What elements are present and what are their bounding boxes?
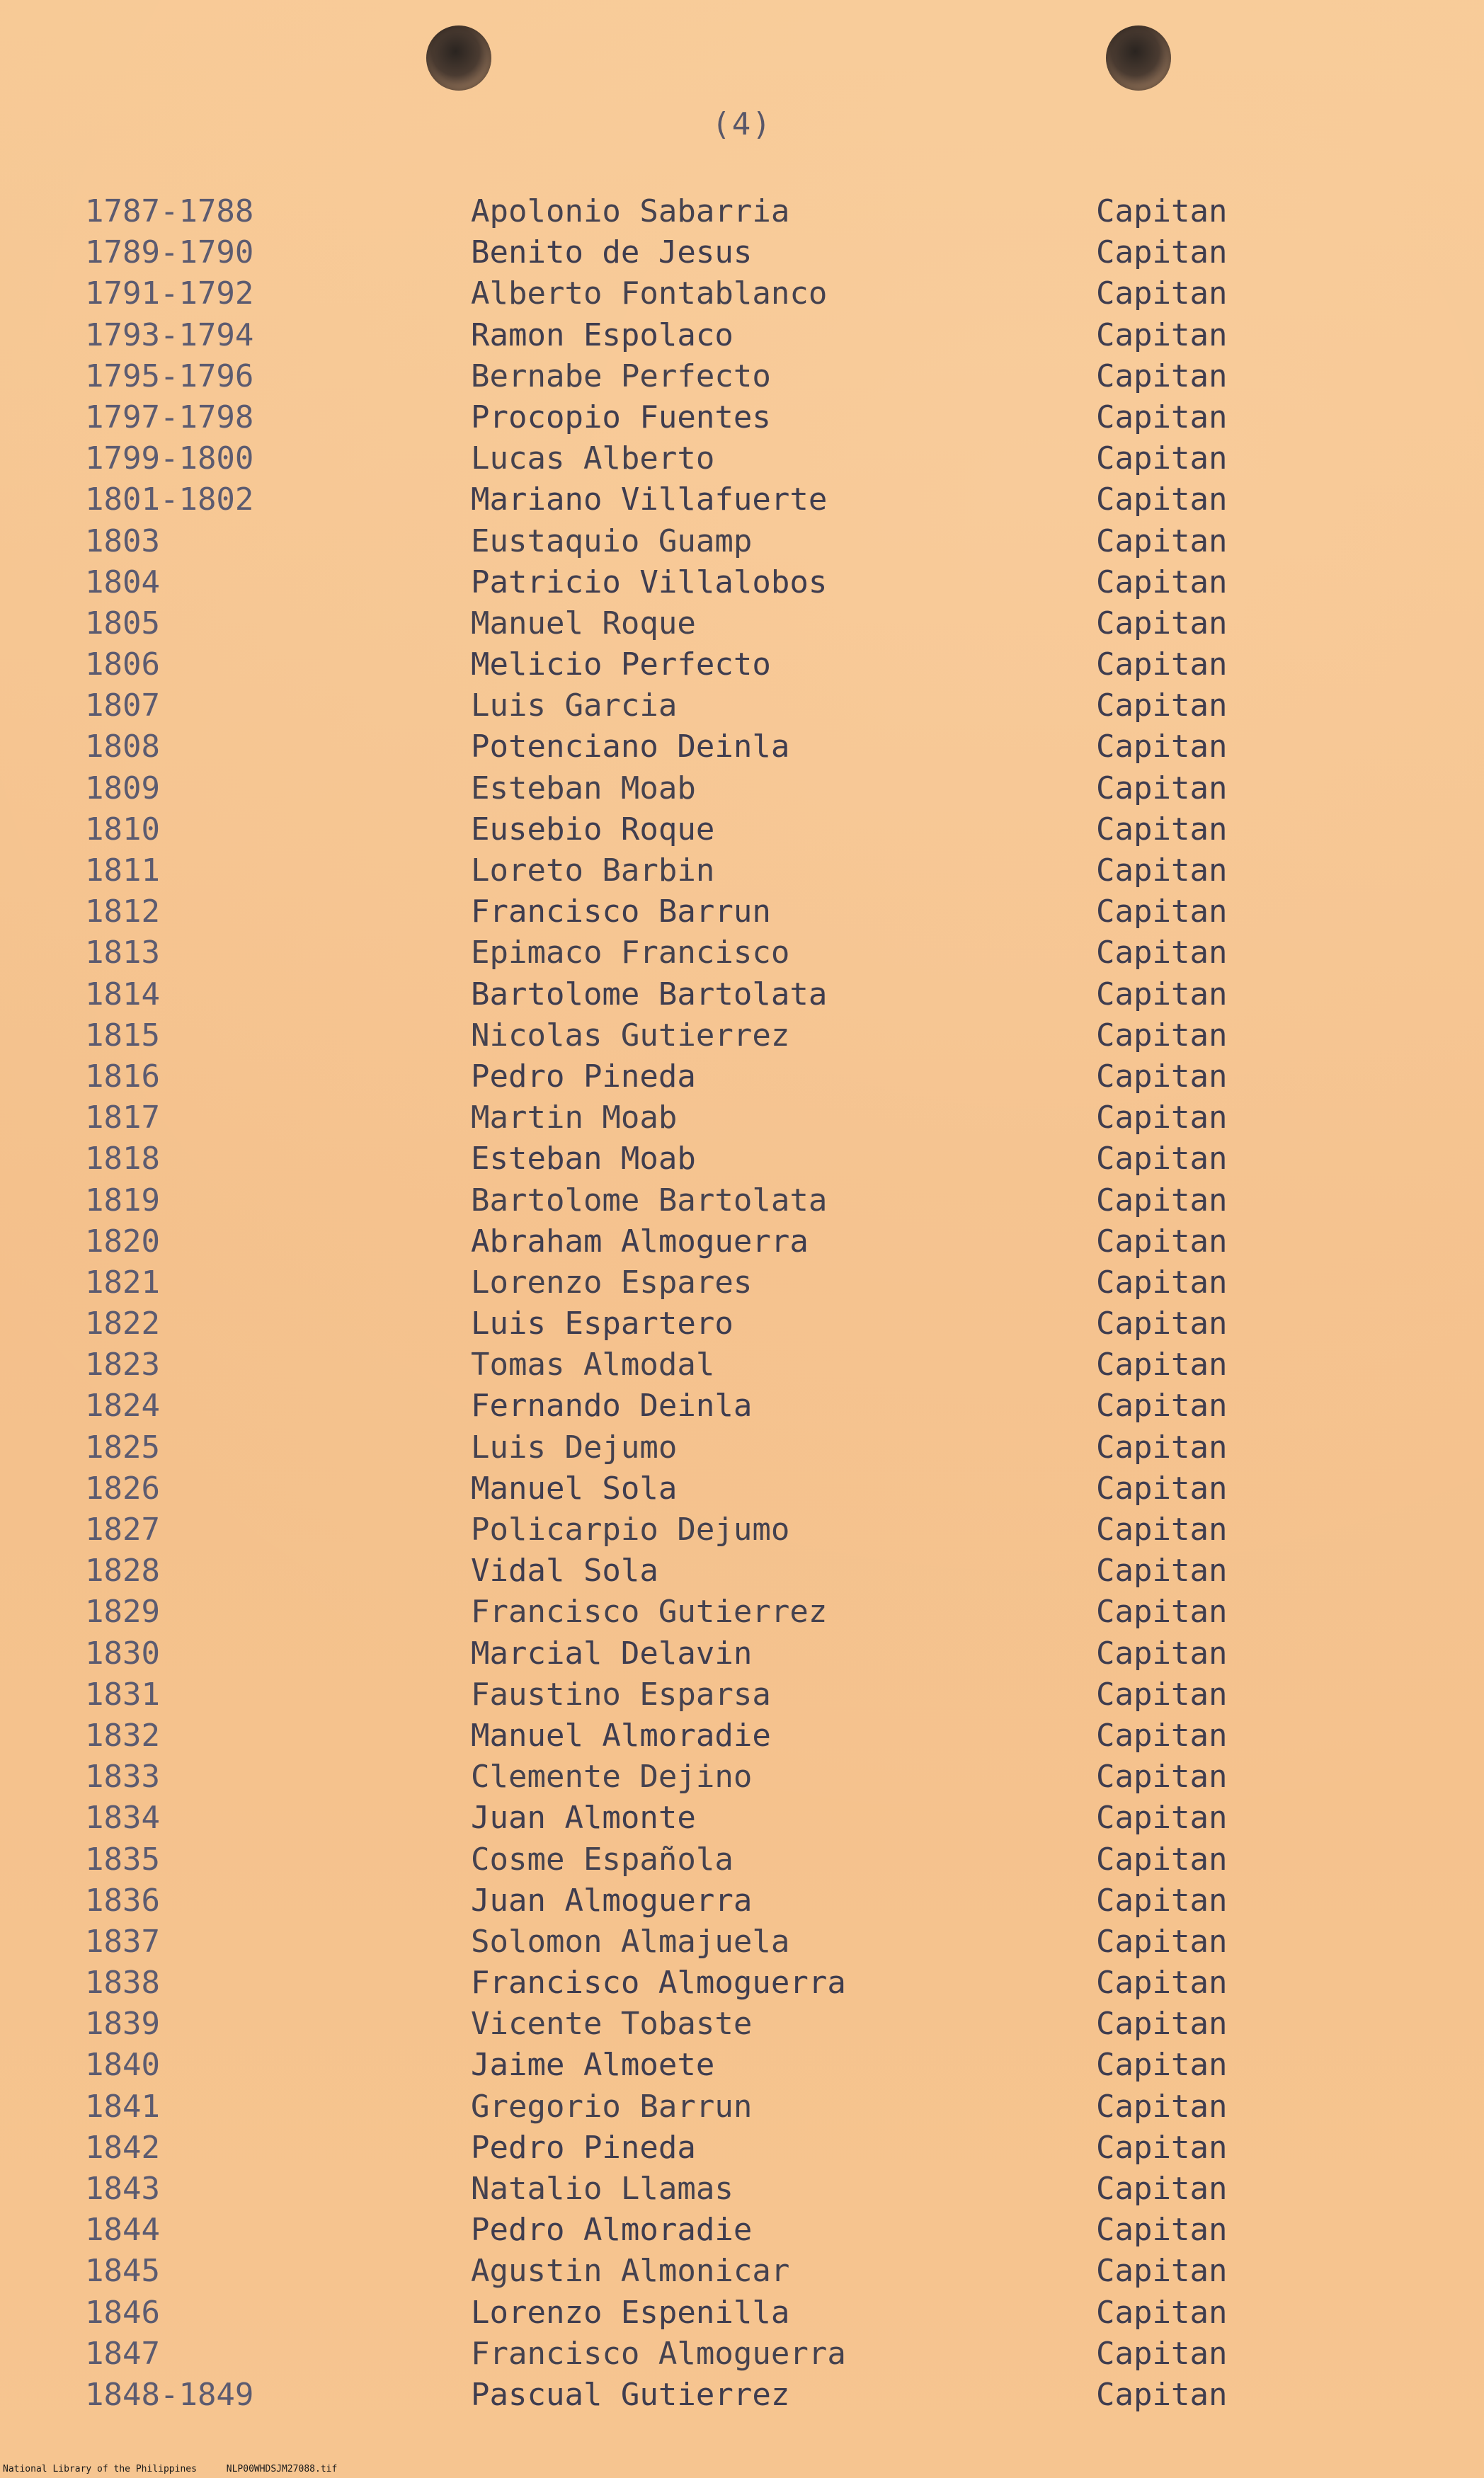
term-years: 1805 [85, 605, 160, 641]
term-years: 1810 [85, 811, 160, 847]
official-title: Capitan [1096, 193, 1228, 229]
list-item [0, 932, 1484, 974]
official-name: Agustin Almonicar [471, 2253, 790, 2290]
official-title: Capitan [1096, 1058, 1228, 1095]
official-title: Capitan [1096, 1800, 1228, 1837]
official-title: Capitan [1096, 2047, 1228, 2084]
official-title: Capitan [1096, 1223, 1228, 1260]
list-item [0, 1715, 1484, 1757]
official-name: Jaime Almoete [471, 2047, 715, 2084]
term-years: 1841 [85, 2088, 160, 2125]
official-title: Capitan [1096, 893, 1228, 930]
term-years: 1843 [85, 2171, 160, 2207]
term-years: 1813 [85, 935, 160, 971]
official-name: Eusebio Roque [471, 811, 715, 847]
term-years: 1817 [85, 1100, 160, 1136]
official-name: Luis Dejumo [471, 1429, 678, 1466]
list-item [0, 521, 1484, 562]
list-item [0, 1056, 1484, 1097]
list-item [0, 850, 1484, 891]
term-years: 1830 [85, 1635, 160, 1672]
term-years: 1833 [85, 1759, 160, 1795]
term-years: 1823 [85, 1347, 160, 1383]
term-years: 1822 [85, 1306, 160, 1342]
list-item [0, 1303, 1484, 1344]
official-name: Pascual Gutierrez [471, 2376, 790, 2413]
official-name: Francisco Almoguerra [471, 1965, 846, 2002]
official-title: Capitan [1096, 976, 1228, 1012]
official-name: Mariano Villafuerte [471, 481, 828, 518]
list-item [0, 1633, 1484, 1674]
list-item [0, 1839, 1484, 1880]
list-item [0, 1551, 1484, 1592]
official-title: Capitan [1096, 852, 1228, 889]
list-item [0, 1097, 1484, 1138]
official-name: Vidal Sola [471, 1553, 658, 1589]
term-years: 1804 [85, 564, 160, 600]
official-name: Apolonio Sabarria [471, 193, 790, 229]
official-name: Vicente Tobaste [471, 2006, 753, 2043]
list-item [0, 1344, 1484, 1386]
list-item [0, 397, 1484, 438]
term-years: 1808 [85, 729, 160, 765]
official-title: Capitan [1096, 1017, 1228, 1054]
official-title: Capitan [1096, 2006, 1228, 2043]
official-name: Tomas Almodal [471, 1347, 715, 1383]
term-years: 1811 [85, 852, 160, 889]
term-years: 1806 [85, 646, 160, 683]
list-item [0, 1138, 1484, 1180]
official-title: Capitan [1096, 399, 1228, 435]
official-name: Solomon Almajuela [471, 1923, 790, 1960]
term-years: 1809 [85, 770, 160, 806]
term-years: 1801-1802 [85, 481, 254, 518]
official-name: Cosme Española [471, 1841, 734, 1878]
term-years: 1840 [85, 2047, 160, 2084]
list-item [0, 603, 1484, 644]
official-title: Capitan [1096, 440, 1228, 477]
official-name: Benito de Jesus [471, 234, 753, 271]
official-name: Esteban Moab [471, 770, 696, 806]
official-name: Manuel Almoradie [471, 1717, 771, 1754]
list-item [0, 2169, 1484, 2210]
term-years: 1847 [85, 2335, 160, 2372]
list-item [0, 2086, 1484, 2128]
official-title: Capitan [1096, 1347, 1228, 1383]
official-name: Bernabe Perfecto [471, 358, 771, 394]
official-title: Capitan [1096, 1676, 1228, 1713]
list-item [0, 768, 1484, 809]
page-number: (4) [712, 106, 772, 142]
list-item [0, 479, 1484, 520]
list-item [0, 2004, 1484, 2045]
term-years: 1826 [85, 1470, 160, 1507]
term-years: 1842 [85, 2129, 160, 2166]
official-title: Capitan [1096, 1882, 1228, 1919]
official-title: Capitan [1096, 811, 1228, 847]
list-item [0, 2375, 1484, 2416]
list-item [0, 232, 1484, 273]
official-name: Faustino Esparsa [471, 1676, 771, 1713]
list-item [0, 685, 1484, 726]
punch-hole-right [1106, 25, 1171, 91]
official-title: Capitan [1096, 646, 1228, 683]
term-years: 1819 [85, 1182, 160, 1218]
official-title: Capitan [1096, 316, 1228, 353]
official-title: Capitan [1096, 1512, 1228, 1548]
official-title: Capitan [1096, 935, 1228, 971]
official-title: Capitan [1096, 1759, 1228, 1795]
official-title: Capitan [1096, 605, 1228, 641]
official-title: Capitan [1096, 1923, 1228, 1960]
term-years: 1832 [85, 1717, 160, 1754]
official-title: Capitan [1096, 687, 1228, 724]
official-title: Capitan [1096, 1306, 1228, 1342]
term-years: 1845 [85, 2253, 160, 2290]
list-item [0, 315, 1484, 356]
list-item [0, 1427, 1484, 1468]
list-item [0, 1757, 1484, 1798]
list-item [0, 726, 1484, 767]
official-title: Capitan [1096, 2335, 1228, 2372]
official-name: Natalio Llamas [471, 2171, 734, 2207]
term-years: 1791-1792 [85, 275, 254, 312]
term-years: 1827 [85, 1512, 160, 1548]
official-name: Lucas Alberto [471, 440, 715, 477]
official-title: Capitan [1096, 1388, 1228, 1424]
official-name: Gregorio Barrun [471, 2088, 753, 2125]
term-years: 1837 [85, 1923, 160, 1960]
official-title: Capitan [1096, 2171, 1228, 2207]
list-item [0, 809, 1484, 850]
official-name: Ramon Espolaco [471, 316, 734, 353]
official-name: Pedro Pineda [471, 2129, 696, 2166]
official-name: Alberto Fontablanco [471, 275, 828, 312]
list-item [0, 356, 1484, 397]
official-title: Capitan [1096, 2129, 1228, 2166]
official-name: Procopio Fuentes [471, 399, 771, 435]
term-years: 1848-1849 [85, 2376, 254, 2413]
term-years: 1835 [85, 1841, 160, 1878]
official-name: Manuel Roque [471, 605, 696, 641]
list-item [0, 562, 1484, 603]
list-item [0, 1386, 1484, 1427]
official-name: Potenciano Deinla [471, 729, 790, 765]
official-title: Capitan [1096, 1182, 1228, 1218]
list-item [0, 974, 1484, 1015]
term-years: 1807 [85, 687, 160, 724]
official-name: Manuel Sola [471, 1470, 678, 1507]
list-item [0, 1922, 1484, 1963]
official-title: Capitan [1096, 1264, 1228, 1301]
official-title: Capitan [1096, 234, 1228, 271]
official-title: Capitan [1096, 481, 1228, 518]
list-item [0, 1674, 1484, 1715]
official-name: Bartolome Bartolata [471, 976, 828, 1012]
list-item [0, 2293, 1484, 2334]
term-years: 1836 [85, 1882, 160, 1919]
term-years: 1820 [85, 1223, 160, 1260]
official-title: Capitan [1096, 2253, 1228, 2290]
official-title: Capitan [1096, 770, 1228, 806]
term-years: 1797-1798 [85, 399, 254, 435]
official-name: Bartolome Bartolata [471, 1182, 828, 1218]
official-title: Capitan [1096, 1594, 1228, 1631]
term-years: 1821 [85, 1264, 160, 1301]
official-title: Capitan [1096, 2376, 1228, 2413]
official-title: Capitan [1096, 2088, 1228, 2125]
official-name: Abraham Almoguerra [471, 1223, 809, 1260]
list-item [0, 1180, 1484, 1221]
official-name: Clemente Dejino [471, 1759, 753, 1795]
official-title: Capitan [1096, 729, 1228, 765]
official-title: Capitan [1096, 1717, 1228, 1754]
term-years: 1787-1788 [85, 193, 254, 229]
list-item [0, 273, 1484, 314]
official-title: Capitan [1096, 564, 1228, 600]
official-name: Melicio Perfecto [471, 646, 771, 683]
list-item [0, 2045, 1484, 2086]
term-years: 1834 [85, 1800, 160, 1837]
official-name: Esteban Moab [471, 1141, 696, 1177]
list-item [0, 438, 1484, 479]
official-name: Fernando Deinla [471, 1388, 753, 1424]
term-years: 1825 [85, 1429, 160, 1466]
official-name: Eustaquio Guamp [471, 523, 753, 559]
term-years: 1824 [85, 1388, 160, 1424]
official-title: Capitan [1096, 1141, 1228, 1177]
term-years: 1793-1794 [85, 316, 254, 353]
term-years: 1799-1800 [85, 440, 254, 477]
term-years: 1812 [85, 893, 160, 930]
official-title: Capitan [1096, 2294, 1228, 2331]
official-name: Lorenzo Espares [471, 1264, 753, 1301]
official-name: Martin Moab [471, 1100, 678, 1136]
official-name: Policarpio Dejumo [471, 1512, 790, 1548]
list-item [0, 1468, 1484, 1509]
official-name: Lorenzo Espenilla [471, 2294, 790, 2331]
list-item [0, 891, 1484, 932]
term-years: 1846 [85, 2294, 160, 2331]
term-years: 1844 [85, 2212, 160, 2249]
list-item [0, 644, 1484, 685]
punch-hole-left [426, 25, 491, 91]
term-years: 1829 [85, 1594, 160, 1631]
term-years: 1831 [85, 1676, 160, 1713]
official-name: Luis Garcia [471, 687, 678, 724]
list-item [0, 2210, 1484, 2251]
official-title: Capitan [1096, 358, 1228, 394]
list-item [0, 1798, 1484, 1839]
list-item [0, 1262, 1484, 1303]
term-years: 1818 [85, 1141, 160, 1177]
official-name: Marcial Delavin [471, 1635, 753, 1672]
archive-footer [3, 2464, 361, 2474]
list-item [0, 2128, 1484, 2169]
official-title: Capitan [1096, 1965, 1228, 2002]
list-item [0, 1221, 1484, 1262]
official-name: Epimaco Francisco [471, 935, 790, 971]
official-name: Luis Espartero [471, 1306, 734, 1342]
term-years: 1795-1796 [85, 358, 254, 394]
list-item [0, 1880, 1484, 1922]
official-title: Capitan [1096, 1553, 1228, 1589]
official-name: Nicolas Gutierrez [471, 1017, 790, 1054]
official-title: Capitan [1096, 275, 1228, 312]
list-item [0, 1015, 1484, 1056]
term-years: 1839 [85, 2006, 160, 2043]
official-title: Capitan [1096, 2212, 1228, 2249]
official-title: Capitan [1096, 1100, 1228, 1136]
file-id-label: NLP00WHDSJM27088.tif [226, 2464, 338, 2474]
list-item [0, 2334, 1484, 2375]
term-years: 1816 [85, 1058, 160, 1095]
official-title: Capitan [1096, 1429, 1228, 1466]
term-years: 1814 [85, 976, 160, 1012]
official-name: Loreto Barbin [471, 852, 715, 889]
official-name: Francisco Gutierrez [471, 1594, 828, 1631]
list-item [0, 191, 1484, 232]
official-name: Francisco Almoguerra [471, 2335, 846, 2372]
list-item [0, 1509, 1484, 1551]
official-title: Capitan [1096, 1470, 1228, 1507]
list-item [0, 1963, 1484, 2004]
term-years: 1803 [85, 523, 160, 559]
official-name: Juan Almoguerra [471, 1882, 753, 1919]
official-name: Francisco Barrun [471, 893, 771, 930]
term-years: 1789-1790 [85, 234, 254, 271]
term-years: 1828 [85, 1553, 160, 1589]
list-item [0, 2251, 1484, 2292]
official-name: Juan Almonte [471, 1800, 696, 1837]
official-name: Pedro Pineda [471, 1058, 696, 1095]
official-title: Capitan [1096, 1635, 1228, 1672]
capitan-list [0, 191, 1484, 2416]
official-title: Capitan [1096, 523, 1228, 559]
institution-label: National Library of the Philippines [3, 2464, 197, 2474]
term-years: 1838 [85, 1965, 160, 2002]
official-title: Capitan [1096, 1841, 1228, 1878]
official-name: Pedro Almoradie [471, 2212, 753, 2249]
term-years: 1815 [85, 1017, 160, 1054]
list-item [0, 1592, 1484, 1633]
official-name: Patricio Villalobos [471, 564, 828, 600]
